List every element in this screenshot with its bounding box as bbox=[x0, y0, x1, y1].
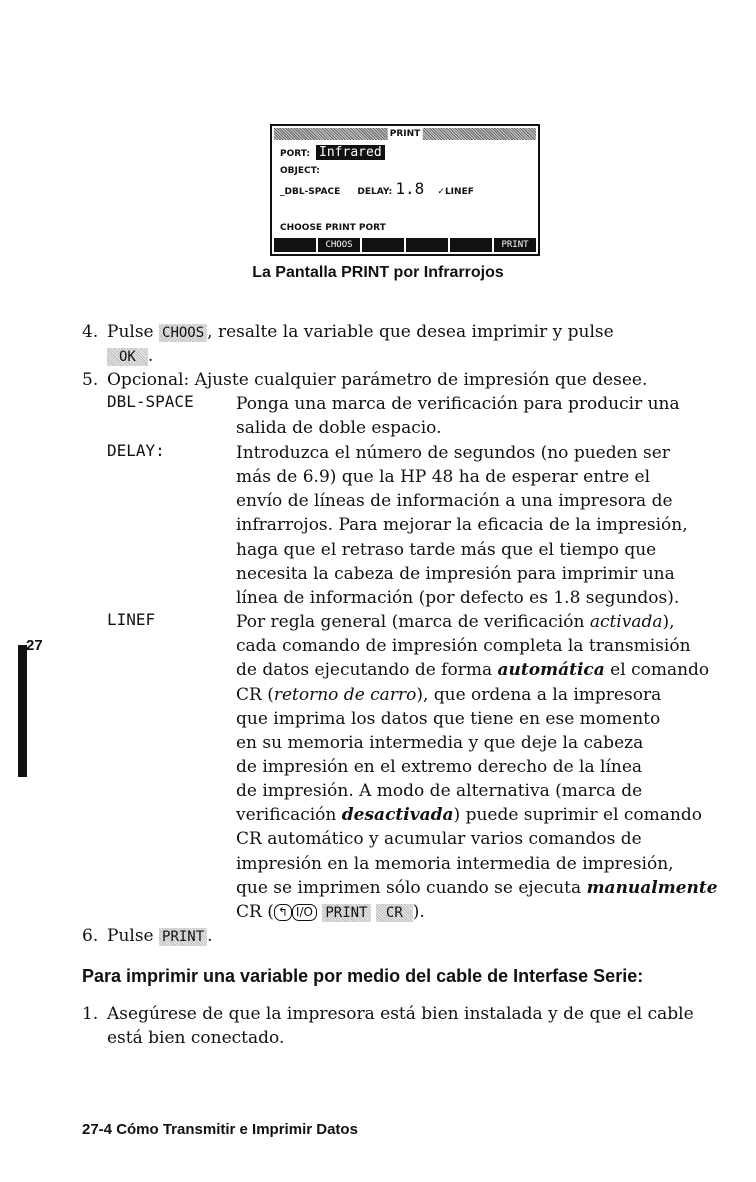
option-desc-line: Introduzca el número de segundos (no pueden ser bbox=[236, 443, 670, 463]
object-row bbox=[280, 166, 320, 176]
linef-line-10: CR automático y acumular varios comandos de bbox=[236, 829, 642, 849]
option-term-linef: LINEF bbox=[107, 610, 156, 629]
linef-line-1: Por regla general (marca de verificación activada), bbox=[236, 612, 675, 632]
delay-label: DELAY: bbox=[357, 187, 393, 197]
linef-line-5: que imprima los datos que tiene en ese momento bbox=[236, 709, 661, 729]
left-shift-key[interactable]: ↰ bbox=[274, 904, 292, 921]
screen-title: PRINT bbox=[389, 129, 421, 139]
linef-line-2: cada comando de impresión completa la transmisión bbox=[236, 636, 691, 656]
linef-line-9: verificación desactivada) puede suprimir el comando bbox=[236, 805, 702, 825]
option-desc-line: infrarrojos. Para mejorar la eficacia de la impresión, bbox=[236, 515, 688, 535]
step-4-line2 bbox=[107, 344, 153, 368]
prompt-row bbox=[280, 223, 386, 233]
calculator-screen bbox=[270, 124, 540, 256]
option-term-dblspace: DBL-SPACE bbox=[107, 392, 194, 411]
linef-line-8: de impresión. A modo de alternativa (marca de bbox=[236, 781, 643, 801]
option-desc-line: necesita la cabeza de impresión para imprimir una bbox=[236, 564, 675, 584]
step-6-number: 6. bbox=[82, 926, 99, 946]
step-6-text: Pulse PRINT . bbox=[107, 926, 213, 946]
menu-key-1[interactable] bbox=[274, 238, 316, 252]
option-desc-line: envío de líneas de información a una impresora de bbox=[236, 491, 673, 511]
option-desc-line: más de 6.9) que la HP 48 ha de esperar entre el bbox=[236, 467, 651, 487]
option-desc-line: Ponga una marca de verificación para producir una bbox=[236, 394, 680, 414]
menu-key-print[interactable]: PRINT bbox=[494, 238, 536, 252]
linef-label: ✓LINEF bbox=[437, 187, 474, 197]
serial-step-line: Asegúrese de que la impresora está bien instalada y de que el cable bbox=[107, 1004, 694, 1024]
menu-key-5[interactable] bbox=[450, 238, 492, 252]
section-heading: Para imprimir una variable por medio del cable de Interfase Serie: bbox=[82, 966, 644, 986]
io-key[interactable]: I/O bbox=[292, 904, 317, 921]
dblspace-label: _DBL-SPACE bbox=[280, 187, 341, 197]
step-4-mid: , resalte la variable que desea imprimir y pulse bbox=[207, 322, 614, 342]
step-4-pre: Pulse bbox=[107, 322, 154, 342]
linef-line-3: de datos ejecutando de forma automática el comando bbox=[236, 660, 710, 680]
step-5-number: 5. bbox=[82, 370, 99, 390]
screen-prompt: CHOOSE PRINT PORT bbox=[280, 223, 386, 233]
softkey-menu bbox=[274, 238, 536, 252]
step-4-end: . bbox=[147, 346, 154, 366]
options-row bbox=[280, 179, 474, 198]
chapter-tab-bar bbox=[18, 645, 27, 777]
delay-value: 1.8 bbox=[395, 179, 425, 198]
step-5-text: Opcional: Ajuste cualquier parámetro de impresión que desee. bbox=[107, 370, 648, 390]
choos-softkey[interactable]: CHOOS bbox=[159, 324, 207, 342]
linef-line-12: que se imprimen sólo cuando se ejecuta manualmente bbox=[236, 878, 718, 898]
linef-line-7: de impresión en el extremo derecho de la línea bbox=[236, 757, 643, 777]
linef-line-6: en su memoria intermedia y que deje la cabeza bbox=[236, 733, 644, 753]
port-label: PORT: bbox=[280, 149, 311, 159]
step-4-text bbox=[107, 320, 614, 344]
cr-softkey[interactable]: CR bbox=[376, 904, 413, 922]
option-desc-line: salida de doble espacio. bbox=[236, 418, 442, 438]
figure-caption: La Pantalla PRINT por Infrarrojos bbox=[252, 264, 504, 281]
menu-key-choos[interactable]: CHOOS bbox=[318, 238, 360, 252]
linef-line-4: CR (retorno de carro), que ordena a la impresora bbox=[236, 685, 662, 705]
serial-step-number: 1. bbox=[82, 1004, 99, 1024]
linef-line-13: CR ( ↰ I/O PRINT CR ). bbox=[236, 902, 425, 922]
print-softkey[interactable]: PRINT bbox=[159, 928, 207, 946]
print-softkey[interactable]: PRINT bbox=[322, 904, 370, 922]
ok-softkey[interactable]: OK bbox=[107, 348, 148, 366]
menu-key-4[interactable] bbox=[406, 238, 448, 252]
object-label: OBJECT: bbox=[280, 166, 320, 176]
port-row bbox=[280, 145, 385, 160]
serial-step-line: está bien conectado. bbox=[107, 1028, 285, 1048]
option-desc-line: línea de información (por defecto es 1.8 segundos). bbox=[236, 588, 680, 608]
page-footer: 27-4 Cómo Transmitir e Imprimir Datos bbox=[82, 1121, 358, 1138]
option-desc-line: haga que el retraso tarde más que el tiempo que bbox=[236, 540, 657, 560]
option-term-delay: DELAY: bbox=[107, 441, 165, 460]
chapter-tab-number: 27 bbox=[26, 637, 43, 654]
port-value: Infrared bbox=[316, 145, 385, 160]
menu-key-3[interactable] bbox=[362, 238, 404, 252]
step-4-number: 4. bbox=[82, 322, 99, 342]
screen-title-bar bbox=[274, 128, 536, 140]
linef-line-11: impresión en la memoria intermedia de impresión, bbox=[236, 854, 674, 874]
